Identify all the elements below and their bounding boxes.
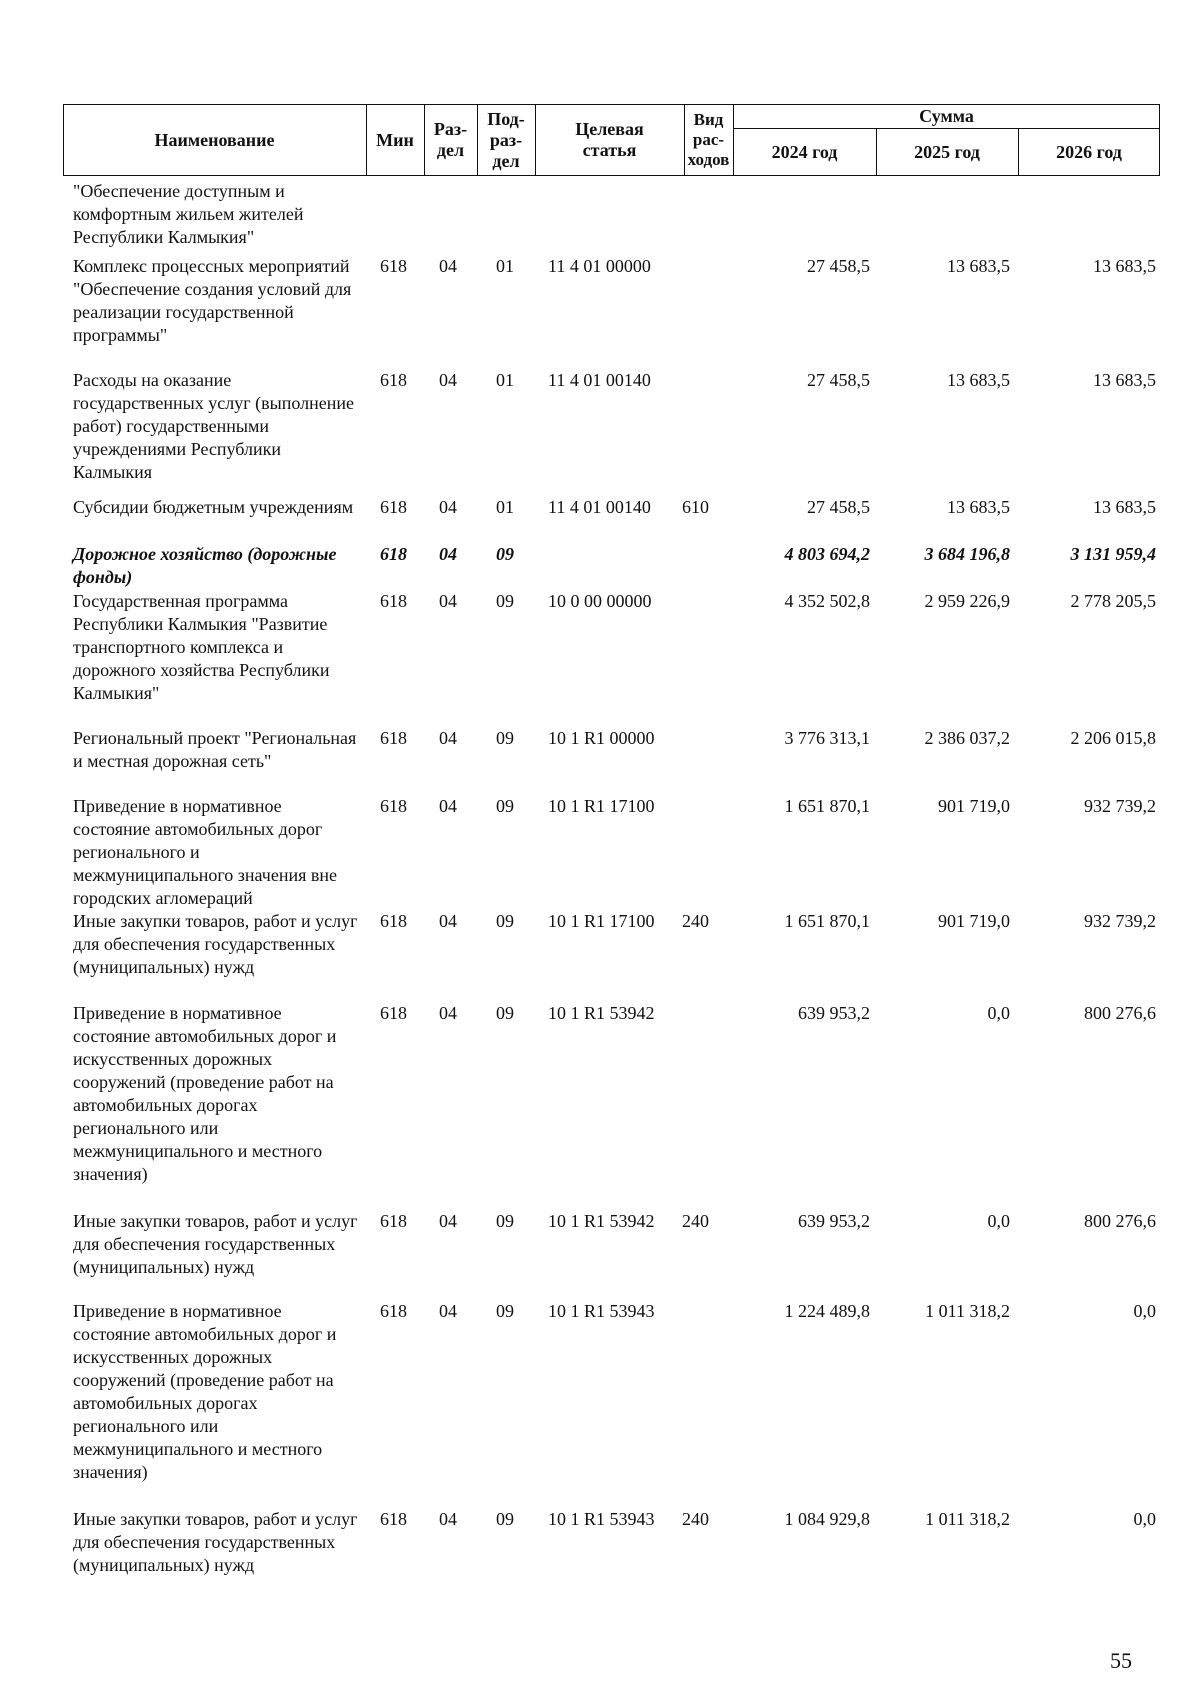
row-podrazdel: 09 (496, 1301, 514, 1321)
row-podrazdel: 01 (496, 256, 514, 276)
row-2026: 0,0 (1133, 1509, 1156, 1529)
row-razdel: 04 (439, 256, 457, 276)
row-min: 618 (380, 1211, 407, 1231)
row-podrazdel: 01 (496, 370, 514, 390)
row-podrazdel: 09 (496, 591, 514, 611)
row-name: Иные закупки товаров, работ и услуг для обеспечения государственных (муниципальных) нужд (73, 1211, 358, 1277)
row-vid: 610 (682, 497, 709, 517)
row-2024: 1 651 870,1 (784, 911, 870, 931)
row-celevaya: 10 1 R1 53942 (548, 1211, 655, 1231)
row-podrazdel: 09 (496, 544, 514, 564)
row-2026: 13 683,5 (1093, 370, 1156, 390)
header-2025: 2025 год (914, 141, 980, 162)
row-2024: 27 458,5 (807, 256, 870, 276)
row-razdel: 04 (439, 796, 457, 816)
row-razdel: 04 (439, 544, 457, 564)
row-celevaya: 10 1 R1 53943 (548, 1301, 655, 1321)
header-min: Мин (376, 129, 414, 150)
row-min: 618 (380, 591, 407, 611)
row-min: 618 (380, 1003, 407, 1023)
row-2024: 639 953,2 (798, 1003, 870, 1023)
row-2026: 0,0 (1133, 1301, 1156, 1321)
header-2026: 2026 год (1056, 141, 1122, 162)
row-2025: 13 683,5 (947, 497, 1010, 517)
row-celevaya: 11 4 01 00140 (548, 370, 651, 390)
row-2026: 800 276,6 (1084, 1003, 1156, 1023)
row-min: 618 (380, 1301, 407, 1321)
row-min: 618 (380, 911, 407, 931)
row-2025: 1 011 318,2 (925, 1301, 1010, 1321)
row-min: 618 (380, 497, 407, 517)
row-celevaya: 10 1 R1 53942 (548, 1003, 655, 1023)
row-razdel: 04 (439, 1509, 457, 1529)
row-2025: 3 684 196,8 (924, 544, 1010, 564)
page-number: 55 (1110, 1648, 1132, 1673)
row-2025: 1 011 318,2 (925, 1509, 1010, 1529)
row-name: Субсидии бюджетным учреждениям (73, 497, 354, 517)
row-name: Комплекс процессных мероприятий "Обеспечение создания условий для реализации государственной программы" (73, 256, 352, 345)
row-2025: 13 683,5 (947, 256, 1010, 276)
row-2026: 932 739,2 (1084, 911, 1156, 931)
row-2026: 2 778 205,5 (1070, 591, 1156, 611)
row-name: Расходы на оказание государственных услуг (выполнение работ) государственными учреждениями Республики Калмыкия (73, 370, 354, 482)
header-vid: Вид рас- ходов (687, 110, 730, 169)
row-razdel: 04 (439, 911, 457, 931)
row-razdel: 04 (439, 370, 457, 390)
row-razdel: 04 (439, 497, 457, 517)
header-razdel: Раз- дел (433, 119, 468, 160)
row-2024: 4 803 694,2 (784, 544, 870, 564)
row-celevaya: 11 4 01 00000 (548, 256, 651, 276)
row-min: 618 (380, 1509, 407, 1529)
row-2026: 13 683,5 (1093, 256, 1156, 276)
row-name: Дорожное хозяйство (дорожные фонды) (73, 544, 337, 587)
row-name: Приведение в нормативное состояние автомобильных дорог и искусственных дорожных сооружений (проведение работ на автомобильных дорогах регионального или межмуниципального и местного значения) (73, 1003, 337, 1184)
row-vid: 240 (682, 1509, 709, 1529)
row-2025: 0,0 (987, 1211, 1010, 1231)
row-celevaya: 10 1 R1 17100 (548, 796, 655, 816)
row-podrazdel: 01 (496, 497, 514, 517)
row-podrazdel: 09 (496, 1003, 514, 1023)
row-min: 618 (380, 256, 407, 276)
header-summa: Сумма (919, 105, 974, 126)
row-2024: 1 224 489,8 (784, 1301, 870, 1321)
row-2025: 0,0 (987, 1003, 1010, 1023)
row-name: Иные закупки товаров, работ и услуг для обеспечения государственных (муниципальных) нужд (73, 1509, 358, 1575)
row-2025: 901 719,0 (938, 796, 1010, 816)
row-2026: 800 276,6 (1084, 1211, 1156, 1231)
row-2024: 1 084 929,8 (784, 1509, 870, 1529)
row-name: Региональный проект "Региональная и местная дорожная сеть" (73, 728, 357, 771)
row-podrazdel: 09 (496, 911, 514, 931)
row-2024: 3 776 313,1 (784, 728, 870, 748)
row-podrazdel: 09 (496, 796, 514, 816)
row-podrazdel: 09 (496, 728, 514, 748)
row-min: 618 (380, 728, 407, 748)
row-min: 618 (380, 370, 407, 390)
row-razdel: 04 (439, 1211, 457, 1231)
row-name: Приведение в нормативное состояние автомобильных дорог регионального и межмуниципального значения вне городских агломераций (73, 796, 337, 908)
row-podrazdel: 09 (496, 1211, 514, 1231)
row-2025: 2 386 037,2 (924, 728, 1010, 748)
row-razdel: 04 (439, 1003, 457, 1023)
header-podrazdel: Под- раз- дел (487, 108, 525, 171)
row-min: 618 (380, 544, 407, 564)
header-2024: 2024 год (771, 141, 838, 162)
row-celevaya: 10 1 R1 00000 (548, 728, 655, 748)
row-name: Приведение в нормативное состояние автомобильных дорог и искусственных дорожных сооружений (проведение работ на автомобильных дорогах регионального или межмуниципального и местного значения) (73, 1301, 337, 1482)
row-2026: 3 131 959,4 (1070, 544, 1156, 564)
row-vid: 240 (682, 1211, 709, 1231)
row-razdel: 04 (439, 1301, 457, 1321)
row-name: Иные закупки товаров, работ и услуг для обеспечения государственных (муниципальных) нужд (73, 911, 358, 977)
row-2024: 639 953,2 (798, 1211, 870, 1231)
row-celevaya: 10 1 R1 17100 (548, 911, 655, 931)
header-celevaya: Целевая статья (575, 119, 644, 160)
row-celevaya: 10 1 R1 53943 (548, 1509, 655, 1529)
row-2026: 932 739,2 (1084, 796, 1156, 816)
row-2024: 27 458,5 (807, 370, 870, 390)
row-2024: 1 651 870,1 (784, 796, 870, 816)
row-name: "Обеспечение доступным и комфортным жильем жителей Республики Калмыкия" (73, 181, 304, 247)
row-podrazdel: 09 (496, 1509, 514, 1529)
row-2024: 4 352 502,8 (784, 591, 870, 611)
row-2026: 13 683,5 (1093, 497, 1156, 517)
row-2026: 2 206 015,8 (1070, 728, 1156, 748)
row-2025: 13 683,5 (947, 370, 1010, 390)
row-celevaya: 11 4 01 00140 (548, 497, 651, 517)
row-2025: 2 959 226,9 (924, 591, 1010, 611)
row-razdel: 04 (439, 591, 457, 611)
row-razdel: 04 (439, 728, 457, 748)
row-celevaya: 10 0 00 00000 (548, 591, 652, 611)
row-vid: 240 (682, 911, 709, 931)
header-name: Наименование (154, 129, 275, 150)
row-2025: 901 719,0 (938, 911, 1010, 931)
row-name: Государственная программа Республики Калмыкия "Развитие транспортного комплекса и дорожного хозяйства Республики Калмыкия" (73, 591, 330, 703)
row-min: 618 (380, 796, 407, 816)
row-2024: 27 458,5 (807, 497, 870, 517)
